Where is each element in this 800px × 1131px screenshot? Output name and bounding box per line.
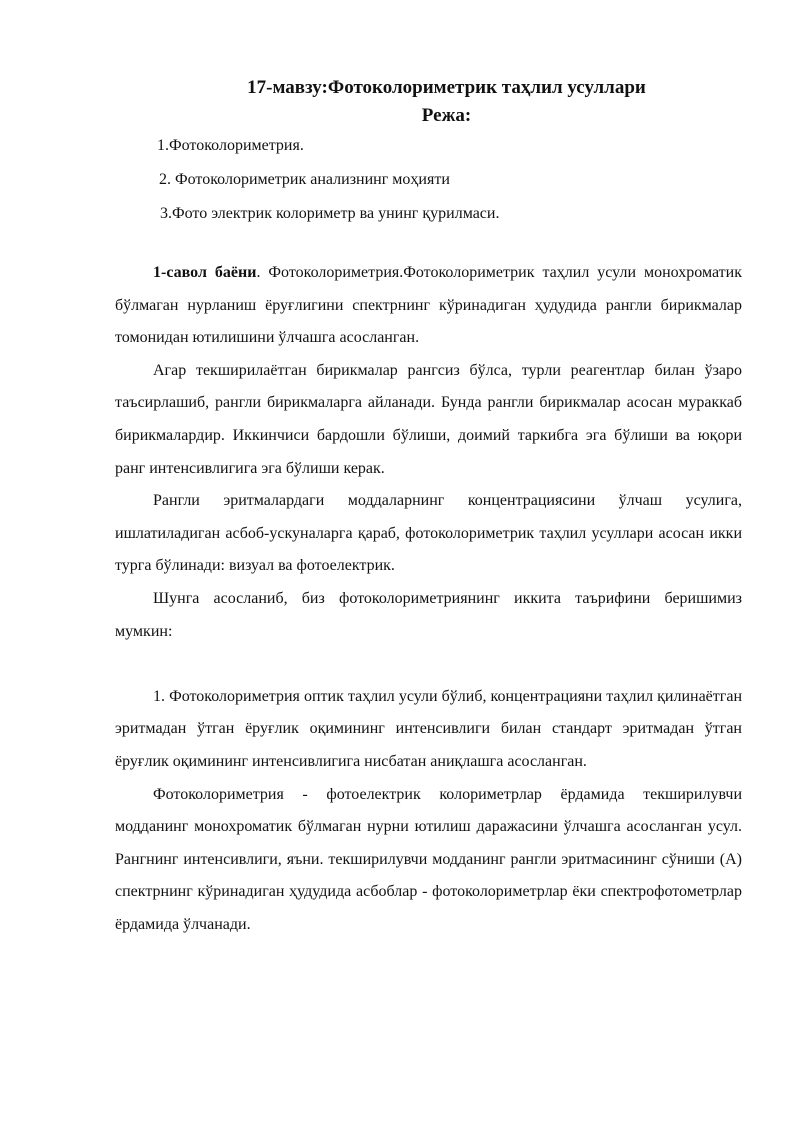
paragraph-definition-2: Фотоколориметрия - фотоелектрик колориметрлар ёрдамида текширилувчи модданинг монохроматик бўлмаган нурни ютилиш даражасини ўлчашга асосланган усул. Рангнинг интенсивлиги, яъни. текширилувчи модданинг рангли эритмасининг сўниши (А) спектрнинг кўринадиган ҳудудида асбоблар - фотоколориметрлар ёки спектрофотометрлар ёрдамида ўлчанади.: [115, 785, 742, 933]
question-lead: 1-савол баёни: [153, 264, 257, 281]
paragraph: Шунга асосланиб, биз фотоколориметриянинг иккита таърифини беришимиз мумкин:: [115, 589, 742, 640]
document-body: [115, 257, 742, 941]
paragraph: Рангли эритмалардаги моддаларнинг концентрациясини ўлчаш усулига, ишлатиладиган асбоб-ускуналарга қараб, фотоколориметрик таҳлил усуллари асосан икки турга бўлинади: визуал ва фотоелектрик.: [115, 492, 742, 575]
paragraph: Агар текширилаётган бирикмалар рангсиз бўлса, турли реагентлар билан ўзаро таъсирлашиб, рангли бирикмаларга айланади. Бунда рангли бирикмалар асосан мураккаб бирикмалардир. Иккинчиси бардошли бўлиши, доимий таркибга эга бўлиши ва юқори ранг интенсивлигига эга бўлиши керак.: [115, 361, 742, 477]
plan-heading: Режа:: [421, 105, 472, 126]
paragraph-text: . Фотоколориметрия.Фотоколориметрик таҳлил усули монохроматик бўлмаган нурланиш ёруғлигини спектрнинг кўринадиган ҳудудида рангли бирикмалар томонидан ютилишини ўлчашга асосланган.: [115, 264, 742, 347]
plan-item: 2. Фотоколориметрик анализнинг моҳияти: [159, 171, 450, 188]
document-title: 17-мавзу:Фотоколориметрик таҳлил усуллари: [247, 77, 646, 98]
plan-list: [157, 134, 757, 236]
plan-item: 3.Фото электрик колориметр ва унинг қурилмаси.: [160, 205, 500, 222]
paragraph-question-1: [115, 257, 742, 355]
paragraph-definition-1: 1. Фотоколориметрия оптик таҳлил усули бўлиб, концентрацияни таҳлил қилинаётган эритмадан ўтган ёруғлик оқимининг интенсивлиги билан стандарт эритмадан ўтган ёруғлик оқимининг интенсивлигига нисбатан аниқлашга асосланган.: [115, 687, 742, 770]
plan-item: 1.Фотоколориметрия.: [157, 137, 304, 154]
